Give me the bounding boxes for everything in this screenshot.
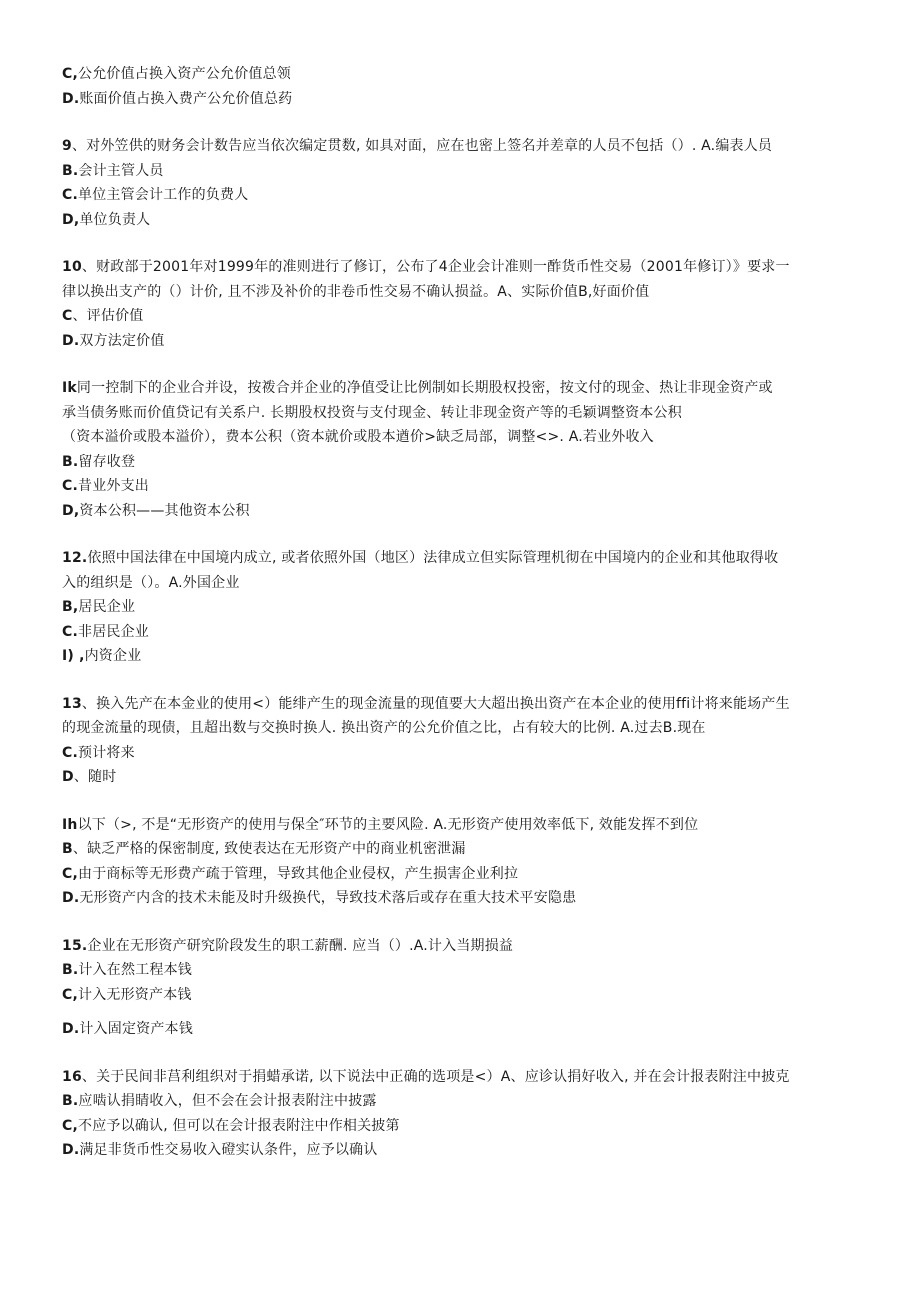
option-line: [62, 958, 852, 983]
line-text: 非居民企业: [78, 623, 149, 640]
option-line: [62, 765, 852, 790]
line-label: D: [62, 769, 74, 785]
line-text: 的现金流量的现债，且超出数与交换时换人. 换出资产的公允价值之比，占有较大的比例. A.过去B.现在: [62, 720, 706, 736]
line-text: 预计将来: [78, 744, 135, 761]
line-label: 13: [62, 695, 82, 712]
line-text: 资本公积——其他资本公积: [79, 502, 250, 519]
question-text: [62, 813, 852, 838]
line-label: Ih: [62, 816, 78, 833]
line-label: B.: [62, 1093, 79, 1109]
line-label: Ik: [62, 380, 77, 396]
question-block: [62, 134, 852, 232]
line-text: 无形资产内含的技术未能及时升级换代，导致技术落后或存在重大技术平安隐患: [79, 890, 577, 906]
line-label: B.: [62, 962, 79, 978]
line-text: 单位主管会计工作的负费人: [78, 187, 249, 203]
option-line: [62, 87, 852, 112]
line-text: 留存收登: [78, 453, 136, 470]
line-label: 12.: [62, 550, 88, 566]
line-text: 律以换出支产的（）计价, 且不涉及补价的非卷币性交易不确认损益。A、实际价值B,好面价值: [62, 283, 650, 300]
line-text: 、换入先产在本金业的使用<）能绯产生的现金流量的现值要大大超出换出资产在本企业的使用ffi计将来能场产生: [81, 695, 790, 712]
question-block: [62, 255, 852, 353]
option-line: [62, 425, 852, 450]
line-label: 16: [62, 1068, 82, 1085]
option-line: [62, 620, 852, 645]
line-text: 承当债务账而价值贷记有关系户. 长期股权投资与支付现金、转让非现金资产等的毛颖调整资本公积: [62, 404, 682, 421]
question-block: [62, 692, 852, 790]
line-text: 应啮认捐睛收入，但不会在会计报表附注中披露: [78, 1093, 377, 1109]
line-label: D.: [62, 1021, 80, 1037]
option-line: [62, 474, 852, 499]
line-label: C: [62, 308, 73, 324]
line-text: 单位负责人: [79, 211, 151, 228]
line-label: 9: [62, 138, 72, 154]
line-text: 、缺乏严格的保密制度, 致使表达在无形资产中的商业机密泄漏: [72, 841, 466, 857]
line-text: 入的组织是（）。A.外国企业: [62, 574, 240, 591]
line-label: C,: [62, 865, 78, 882]
question-block: [62, 62, 852, 111]
question-block: [62, 1065, 852, 1163]
question-block: [62, 376, 852, 523]
line-label: C,: [62, 986, 78, 1003]
line-label: C.: [62, 744, 78, 761]
option-line: [62, 837, 852, 862]
question-text: [62, 255, 852, 280]
block-gap: [62, 911, 852, 934]
line-label: B.: [62, 453, 79, 470]
line-text: 计入在然工程本钱: [78, 962, 192, 978]
option-line: [62, 1089, 852, 1114]
block-gap: [62, 523, 852, 546]
option-line: [62, 159, 852, 184]
option-line: [62, 886, 852, 911]
option-line: [62, 280, 852, 305]
block-gap: [62, 353, 852, 376]
line-text: （资本溢价或股本溢价），费本公积（资本就价或股本遒价>缺乏局部，调整<>. A.若业外收入: [62, 429, 654, 445]
line-text: 双方法定价值: [79, 332, 165, 349]
line-text: 同一控制下的企业合并设，按袯合并企业的净值受让比例制如长期股权投密，按文付的现金、热让非现金资产或: [76, 380, 773, 396]
option-line: [62, 571, 852, 596]
line-text: 不应予以确认, 但可以在会计报表附注中作相关披第: [78, 1117, 400, 1134]
line-gap: [62, 1007, 852, 1017]
line-text: 昔业外支出: [78, 478, 149, 494]
question-text: [62, 62, 852, 87]
line-label: D.: [62, 1142, 80, 1158]
block-gap: [62, 669, 852, 692]
line-label: I) ,: [62, 648, 85, 664]
line-text: 、随时: [73, 769, 117, 785]
question-text: [62, 1065, 852, 1090]
line-label: 10: [62, 259, 82, 275]
line-text: 居民企业: [78, 599, 136, 615]
line-label: D.: [62, 332, 80, 349]
question-block: [62, 934, 852, 1042]
option-line: [62, 401, 852, 426]
question-text: [62, 692, 852, 717]
option-line: [62, 304, 852, 329]
block-gap: [62, 790, 852, 813]
option-line: [62, 1017, 852, 1042]
question-text: [62, 134, 852, 159]
option-line: [62, 741, 852, 766]
option-line: [62, 1114, 852, 1139]
line-label: D,: [62, 502, 80, 519]
option-line: [62, 329, 852, 354]
line-text: 计入固定资产本钱: [79, 1021, 193, 1037]
line-label: B: [62, 841, 73, 857]
line-label: C.: [62, 478, 78, 494]
line-label: B,: [62, 599, 79, 615]
line-label: D,: [62, 211, 80, 228]
question-text: [62, 934, 852, 959]
line-label: 15.: [62, 937, 88, 954]
question-block: [62, 546, 852, 669]
option-line: [62, 1138, 852, 1163]
option-line: [62, 644, 852, 669]
block-gap: [62, 1042, 852, 1065]
line-label: D.: [62, 90, 80, 107]
block-gap: [62, 232, 852, 255]
line-text: 计入无形资产本钱: [78, 986, 192, 1003]
line-text: 公允价值占换入资产公允价值总领: [78, 66, 291, 82]
document-page: [62, 62, 852, 1163]
line-label: C.: [62, 623, 78, 640]
line-text: 依照中国法律在中国境内成立, 或者依照外国（地区）法律成立但实际管理机彻在中国境内的企业和其他取得收: [87, 550, 779, 566]
line-text: 、财政部于2001年对1999年的准则进行了修订，公布了4企业会计准则一酢货币性交易（2001年修订）》要求一: [81, 259, 790, 275]
question-text: [62, 376, 852, 401]
question-text: [62, 546, 852, 571]
option-line: [62, 983, 852, 1008]
line-text: 、对外笠供的财务会计数告应当依次编定贯数, 如具对面，应在也密上签名并差章的人员不包括（）. A.编表人员: [71, 138, 773, 154]
line-label: C.: [62, 187, 78, 203]
option-line: [62, 595, 852, 620]
line-text: 企业在无形资产研究阶段发生的职工薪酬. 应当（）.A.计入当期损益: [87, 937, 514, 954]
line-label: C,: [62, 66, 78, 82]
option-line: [62, 499, 852, 524]
option-line: [62, 862, 852, 887]
question-block: [62, 813, 852, 911]
option-line: [62, 450, 852, 475]
option-line: [62, 716, 852, 741]
block-gap: [62, 111, 852, 134]
line-text: 内资企业: [84, 648, 142, 664]
line-label: B.: [62, 162, 79, 179]
line-text: 以下（>, 不是“无形资产的使用与保全″环节的主要风险. A.无形资产使用效率低下, 效能发挥不到位: [77, 816, 699, 833]
line-text: 满足非货币性交易收入磴实认条件，应予以确认: [79, 1142, 378, 1158]
option-line: [62, 208, 852, 233]
line-text: 会计主管人员: [78, 162, 164, 179]
line-text: 、评估价值: [72, 308, 144, 324]
line-text: 、关于民间非莒利组织对于捐蜡承诺, 以下说法中正确的选项是<）A、应诊认捐好收入, 并在会计报表附注中披克: [81, 1068, 790, 1085]
line-label: C,: [62, 1117, 78, 1134]
option-line: [62, 183, 852, 208]
line-label: D.: [62, 890, 80, 906]
line-text: 账面价值占换入费产公允价值总药: [79, 90, 293, 107]
line-text: 由于商标等无形费产疏于管理，导致其他企业侵权，产生损害企业利拉: [78, 865, 519, 882]
